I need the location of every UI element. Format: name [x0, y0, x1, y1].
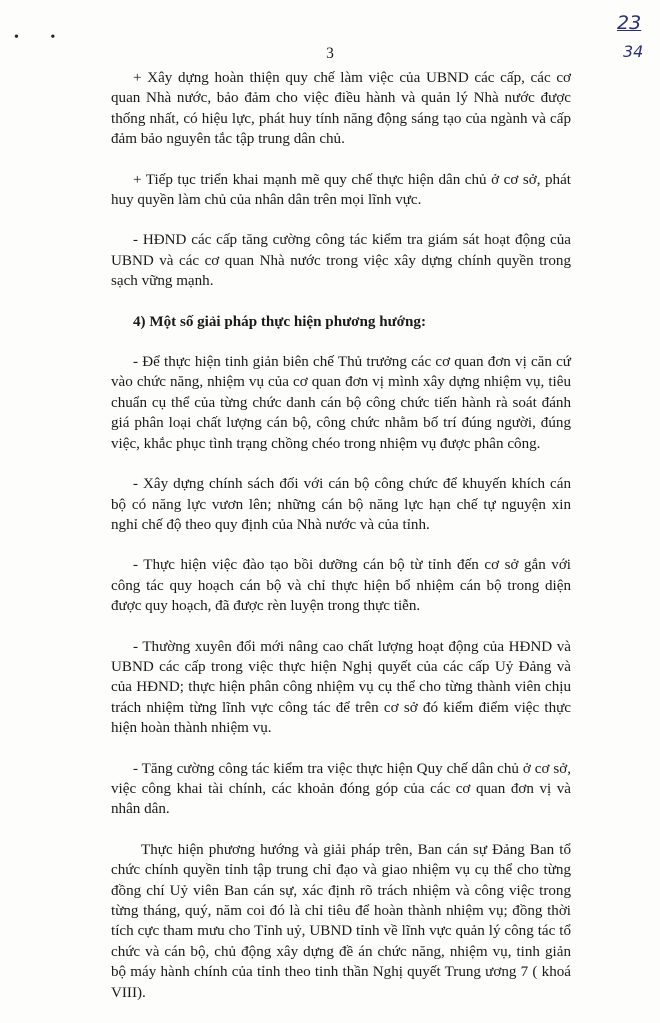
paragraph-regulation: + Xây dựng hoàn thiện quy chế làm việc của UBND các cấp, các cơ quan Nhà nước, bảo đảm cho việc điều hành và quản lý Nhà nước được thống nhất, có hiệu lực, phát huy tính năng động sáng tạo của ngành và cấp đảm bảo nguyên tắc tập trung dân chủ. — [111, 70, 571, 148]
document-body — [111, 68, 571, 1023]
solution-item: - Thực hiện việc đào tạo bồi dưỡng cán bộ từ tỉnh đến cơ sở gắn với công tác quy hoạch cán bộ và chỉ thực hiện bổ nhiệm cán bộ trong diện được quy hoạch, đã được rèn luyện trong thực tiễn. — [111, 557, 571, 615]
handwritten-annotation-bottom: 34 — [623, 42, 644, 61]
section-heading: 4) Một số giải pháp thực hiện phương hướng: — [133, 313, 426, 330]
closing-paragraph: Thực hiện phương hướng và giải pháp trên, Ban cán sự Đảng Ban tổ chức chính quyền tỉnh tập trung chỉ đạo và giao nhiệm vụ cụ thể cho từng đồng chí Uỷ viên Ban cán sự, xác định rõ trách nhiệm và công việc trong từng tháng, quý, năm coi đó là chỉ tiêu để hoàn thành nhiệm vụ; đồng thời tích cực tham mưu cho Tỉnh uỷ, UBND tỉnh về lĩnh vực quản lý công tác tổ chức và cán bộ, chủ động xây dựng đề án chức năng, nhiệm vụ, tinh giản bộ máy hành chính của tỉnh theo tinh thần Nghị quyết Trung ương 7 ( khoá VIII). — [111, 841, 571, 1001]
handwritten-annotation-top: 23 — [617, 12, 642, 34]
paragraph-democracy: + Tiếp tục triển khai mạnh mẽ quy chế thực hiện dân chủ ở cơ sở, phát huy quyền làm chủ của nhân dân trên mọi lĩnh vực. — [111, 171, 571, 209]
scan-mark-dots: • • — [14, 30, 70, 45]
paragraph-hdnd-supervision: - HĐND các cấp tăng cường công tác kiểm tra giám sát hoạt động của UBND và các cơ quan Nhà nước trong việc xây dựng chính quyền trong sạch vững mạnh. — [111, 232, 571, 290]
solution-item: - Xây dựng chính sách đối với cán bộ công chức để khuyến khích cán bộ có năng lực vươn lên; những cán bộ năng lực hạn chế tự nguyện xin nghỉ chế độ theo quy định của Nhà nước và của tỉnh. — [111, 476, 571, 533]
solution-item: - Thường xuyên đổi mới nâng cao chất lượng hoạt động của HĐND và UBND các cấp trong việc thực hiện Nghị quyết của các cấp Uỷ Đảng và của HĐND; thực hiện phân công nhiệm vụ cụ thể cho từng thành viên chịu trách nhiệm từng lĩnh vực công tác để trên cơ sở đó kiểm điểm việc thực hiện hoàn thành nhiệm vụ. — [111, 638, 571, 737]
page-number: 3 — [326, 45, 334, 62]
solution-item: - Để thực hiện tinh giản biên chế Thủ trưởng các cơ quan đơn vị căn cứ vào chức năng, nhiệm vụ của cơ quan đơn vị mình xây dựng nhiệm vụ, tiêu chuẩn cụ thể của từng chức danh cán bộ công chức tiến hành rà soát đánh giá phân loại chất lượng cán bộ, công chức nhằm bố trí đúng người, đúng việc, khắc phục tình trạng chồng chéo trong nhiệm vụ được phân công. — [111, 354, 571, 452]
solution-item: - Tăng cường công tác kiểm tra việc thực hiện Quy chế dân chủ ở cơ sở, việc công khai tài chính, các khoản đóng góp của các cơ quan đơn vị và nhân dân. — [111, 760, 571, 818]
